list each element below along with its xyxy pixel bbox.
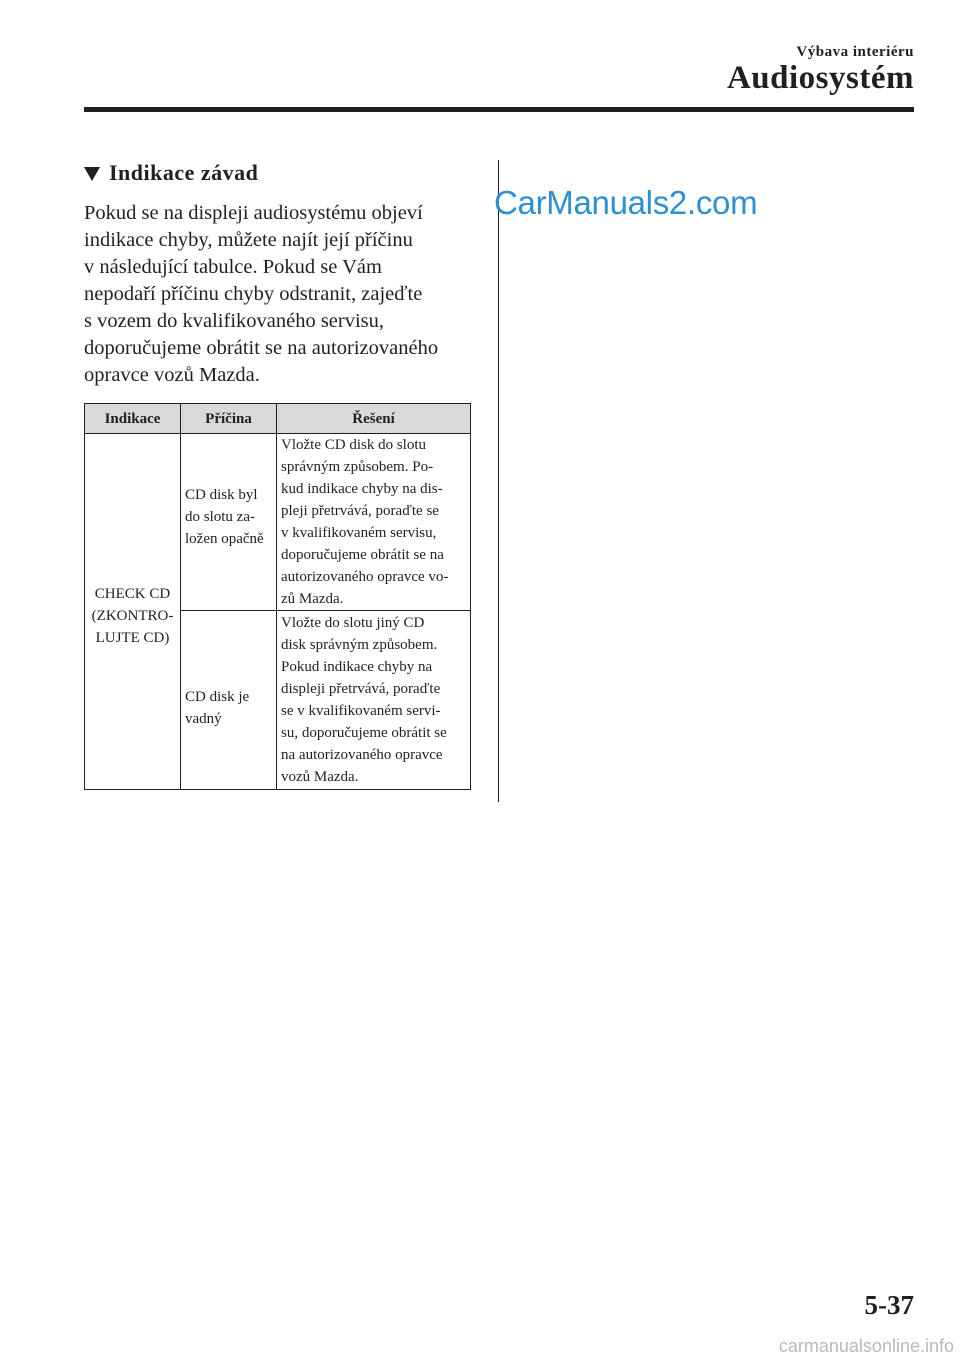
header-cause: Příčina <box>181 404 277 434</box>
solution-line: Pokud indikace chyby na <box>281 659 433 675</box>
table-row <box>85 434 471 611</box>
header-indication: Indikace <box>85 404 181 434</box>
indication-line: LUJTE CD) <box>95 629 170 646</box>
intro-line: opravce vozů Mazda. <box>84 364 260 386</box>
solution-line: pleji přetrvává, poraďte se <box>281 503 439 519</box>
cause-line: ložen opačně <box>185 531 264 547</box>
indication-line: (ZKONTRO- <box>91 607 174 624</box>
triangle-bullet-icon <box>84 167 100 181</box>
intro-line: s vozem do kvalifikovaného servisu, <box>84 310 385 332</box>
solution-line: správným způsobem. Po- <box>281 459 434 475</box>
intro-paragraph <box>84 200 474 389</box>
cause-line: CD disk byl <box>185 487 258 503</box>
solution-line: se v kvalifikovaném servi- <box>281 703 441 719</box>
table-header-row <box>85 404 471 434</box>
cause-cell <box>181 434 277 611</box>
solution-line: kud indikace chyby na dis- <box>281 481 443 497</box>
indication-line: CHECK CD <box>94 585 171 602</box>
intro-line: Pokud se na displeji audiosystému objeví <box>84 202 423 224</box>
solution-cell <box>277 611 471 790</box>
solution-line: na autorizovaného opravce <box>281 747 443 763</box>
intro-line: doporučujeme obrátit se na autorizovaného <box>84 337 439 359</box>
watermark: CarManuals2.com <box>494 184 758 221</box>
column-divider <box>498 160 499 802</box>
solution-line: autorizovaného opravce vo- <box>281 569 449 585</box>
cause-cell <box>181 611 277 790</box>
cause-line: CD disk je <box>185 689 250 705</box>
cause-line: vadný <box>185 711 222 727</box>
cause-line: do slotu za- <box>185 509 255 525</box>
section-heading <box>84 160 258 186</box>
solution-line: disk správným způsobem. <box>281 637 438 653</box>
header-solution: Řešení <box>277 404 471 434</box>
solution-line: zů Mazda. <box>281 591 344 607</box>
intro-line: nepodaří příčinu chyby odstranit, zajeďte <box>84 283 423 305</box>
header-rule <box>84 107 914 112</box>
solution-line: doporučujeme obrátit se na <box>281 547 444 563</box>
indication-cell <box>85 434 181 790</box>
section-heading-text: Indikace závad <box>109 160 259 185</box>
solution-line: Vložte do slotu jiný CD <box>281 615 425 631</box>
solution-line: su, doporučujeme obrátit se <box>281 725 447 741</box>
intro-line: indikace chyby, můžete najít její příčinu <box>84 229 413 251</box>
solution-line: vozů Mazda. <box>281 769 359 785</box>
solution-cell <box>277 434 471 611</box>
solution-line: v kvalifikovaném servisu, <box>281 525 437 541</box>
header-section-label: Výbava interiéru <box>796 44 914 60</box>
solution-line: displeji přetrvává, poraďte <box>281 681 441 697</box>
footer-watermark: carmanualsonline.info <box>778 1336 954 1356</box>
page-number: 5-37 <box>864 1290 914 1320</box>
fault-table <box>84 403 471 790</box>
solution-line: Vložte CD disk do slotu <box>281 437 426 453</box>
intro-line: v následující tabulce. Pokud se Vám <box>84 256 382 278</box>
header-chapter-title: Audiosystém <box>726 60 914 96</box>
